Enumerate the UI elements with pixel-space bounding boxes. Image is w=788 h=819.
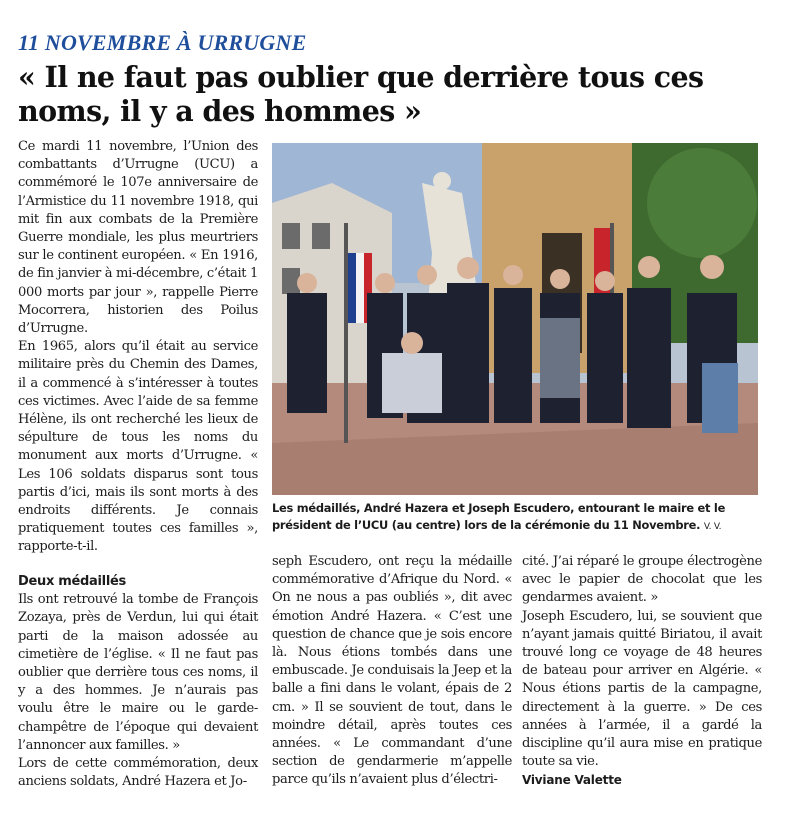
column-3-paragraph-2: Joseph Escudero, lui, se souvient que n’ayant jamais quitté Biriatou, il avait trouvé long ce voyage de 48 heures de bateau pour arriver en Algérie. « Nous étions partis de la campagne, directement à la guerre. » De ces années à l’armée, il a gardé la discipline qu’il aura mise en pratique toute sa vie. <box>522 608 762 770</box>
article-kicker: 11 NOVEMBRE À URRUGNE <box>18 30 307 55</box>
column-1-lower <box>18 573 258 791</box>
intro-paragraph-1: Ce mardi 11 novembre, l’Union des combattants d’Urrugne (UCU) a commémoré le 107e anniversaire de l’Armistice du 11 novembre 1918, qui mit fin aux combats de la Première Guerre mondiale, les plus meurtriers sur le continent européen. « En 1916, de fin janvier à mi-décembre, c’était 1 000 morts par jour », rappelle Pierre Mocorrera, historien des Poilus d’Urrugne. <box>18 139 258 337</box>
column-3-paragraph: cité. J’ai réparé le groupe électrogène avec le papier de chocolat que les gendarmes avaient. » <box>522 554 762 606</box>
column-3 <box>522 553 762 790</box>
column-1-paragraph: Ils ont retrouvé la tombe de François Zozaya, près de Verdun, lui qui était parti de la maison adossée au cimetière de l’église. « Il ne faut pas oublier que derrière tous ces noms, il y a des hommes. Je n’aurais pas voulu être le maire ou le garde-champêtre de l’époque qui devaient l’annoncer aux familles. » <box>18 592 258 753</box>
column-1-paragraph-2: Lors de cette commémoration, deux anciens soldats, André Hazera et Jo- <box>18 756 258 790</box>
column-2 <box>272 553 512 790</box>
column-2-paragraph: seph Escudero, ont reçu la médaille commémorative d’Afrique du Nord. « On ne nous a pas oubliés », dit avec émotion André Hazera. « C’est une question de chance que je sois encore là. Nous étions tombés dans une embuscade. Je conduisais la Jeep et la balle a fini dans le volant, épais de 2 cm. » Il se souvient de tout, dans le moindre détail, après toutes ces années. « Le commandant d’une section de gendarmerie m’appelle parce qu’ils n’avaient plus d’électri- <box>272 554 513 788</box>
article-headline: « Il ne faut pas oublier que derrière tous ces noms, il y a des hommes » <box>18 60 704 128</box>
ceremony-photo <box>272 143 758 495</box>
ceremony-photo-illustration <box>272 143 758 495</box>
photo-caption-text: Les médaillés, André Hazera et Joseph Escudero, entourant le maire et le président de l’UCU (au centre) lors de la cérémonie du 11 Novembre. <box>272 501 726 532</box>
author-signature: Viviane Valette <box>522 773 622 788</box>
photo-caption <box>272 500 760 536</box>
photo-credit: V. V. <box>703 522 722 532</box>
section-subhead: Deux médaillés <box>18 574 126 589</box>
intro-paragraph-2: En 1965, alors qu’il était au service militaire près du Chemin des Dames, il a commencé à s’intéresser à toutes ces victimes. Avec l’aide de sa femme Hélène, ils ont recherché les lieux de sépulture de tous les noms du monument aux morts d’Urrugne. « Les 106 soldats disparus sont tous partis d’ici, mais ils sont morts à des endroits différents. Je connais pratiquement toutes ces familles », rapporte-t-il. <box>18 339 258 555</box>
intro-column <box>18 138 258 557</box>
